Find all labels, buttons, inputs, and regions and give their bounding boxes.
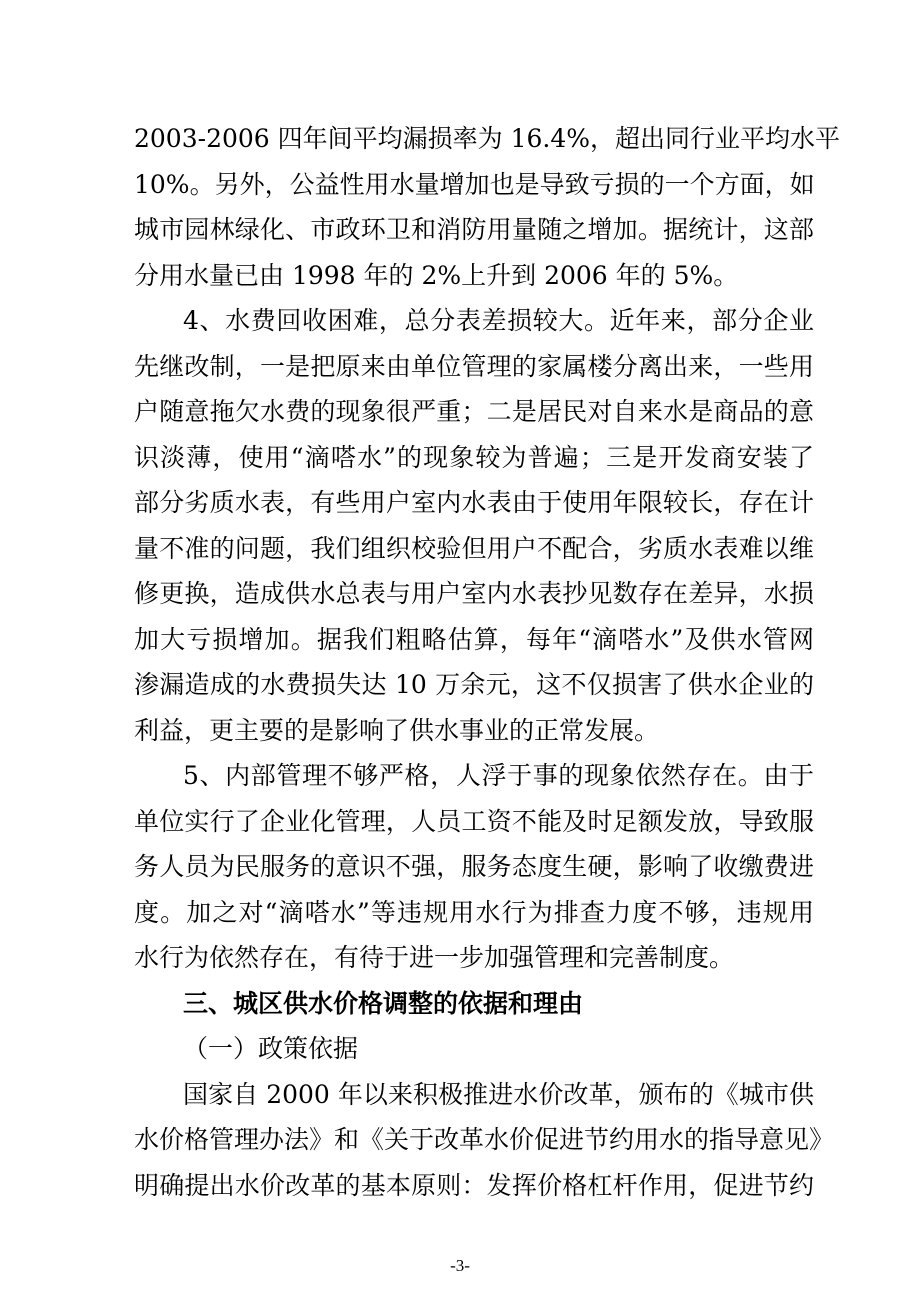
body-text-line: 明确提出水价改革的基本原则：发挥价格杠杆作用，促进节约 (134, 1171, 814, 1200)
body-text-line: 单位实行了企业化管理，人员工资不能及时足额发放，导致服 (134, 807, 814, 836)
body-text-line: 户随意拖欠水费的现象很严重；二是居民对自来水是商品的意 (134, 397, 814, 426)
body-text-line: 渗漏造成的水费损失达 10 万余元，这不仅损害了供水企业的 (134, 670, 814, 699)
body-text-line: 利益，更主要的是影响了供水事业的正常发展。 (134, 716, 660, 745)
paragraph-4-first-line: 4、水费回收困难，总分表差损较大。近年来，部分企业 (183, 306, 814, 335)
body-text-line: 修更换，造成供水总表与用户室内水表抄见数存在差异，水损 (134, 579, 814, 608)
section-heading: 三、城区供水价格调整的依据和理由 (183, 989, 584, 1018)
body-text-line: 水价格管理办法》和《关于改革水价促进节约用水的指导意见》 (134, 1125, 835, 1154)
body-text-line: 分用水量已由 1998 年的 2%上升到 2006 年的 5%。 (134, 261, 739, 290)
body-text-line: 量不准的问题，我们组织校验但用户不配合，劣质水表难以维 (134, 534, 814, 563)
policy-paragraph-first-line: 国家自 2000 年以来积极推进水价改革，颁布的《城市供 (183, 1080, 814, 1109)
body-text-line: 城市园林绿化、市政环卫和消防用量随之增加。据统计，这部 (134, 215, 814, 244)
body-text-line: 度。加之对“滴嗒水”等违规用水行为排查力度不够，违规用 (134, 898, 814, 927)
body-text-line: 先继改制，一是把原来由单位管理的家属楼分离出来，一些用 (134, 352, 814, 381)
body-text-line: 加大亏损增加。据我们粗略估算，每年“滴嗒水”及供水管网 (134, 625, 814, 654)
page-number: -3- (450, 1256, 470, 1275)
subsection-heading: （一）政策依据 (183, 1034, 359, 1063)
body-text-line: 识淡薄，使用“滴嗒水”的现象较为普遍；三是开发商安装了 (134, 443, 814, 472)
body-text-line: 10%。另外，公益性用水量增加也是导致亏损的一个方面，如 (134, 170, 815, 199)
body-text-line: 部分劣质水表，有些用户室内水表由于使用年限较长，存在计 (134, 488, 814, 517)
body-text-line: 水行为依然存在，有待于进一步加强管理和完善制度。 (134, 943, 735, 972)
body-text-line: 务人员为民服务的意识不强，服务态度生硬，影响了收缴费进 (134, 852, 814, 881)
body-text-line: 2003-2006 四年间平均漏损率为 16.4%，超出同行业平均水平 (134, 124, 841, 153)
paragraph-5-first-line: 5、内部管理不够严格，人浮于事的现象依然存在。由于 (183, 761, 814, 790)
